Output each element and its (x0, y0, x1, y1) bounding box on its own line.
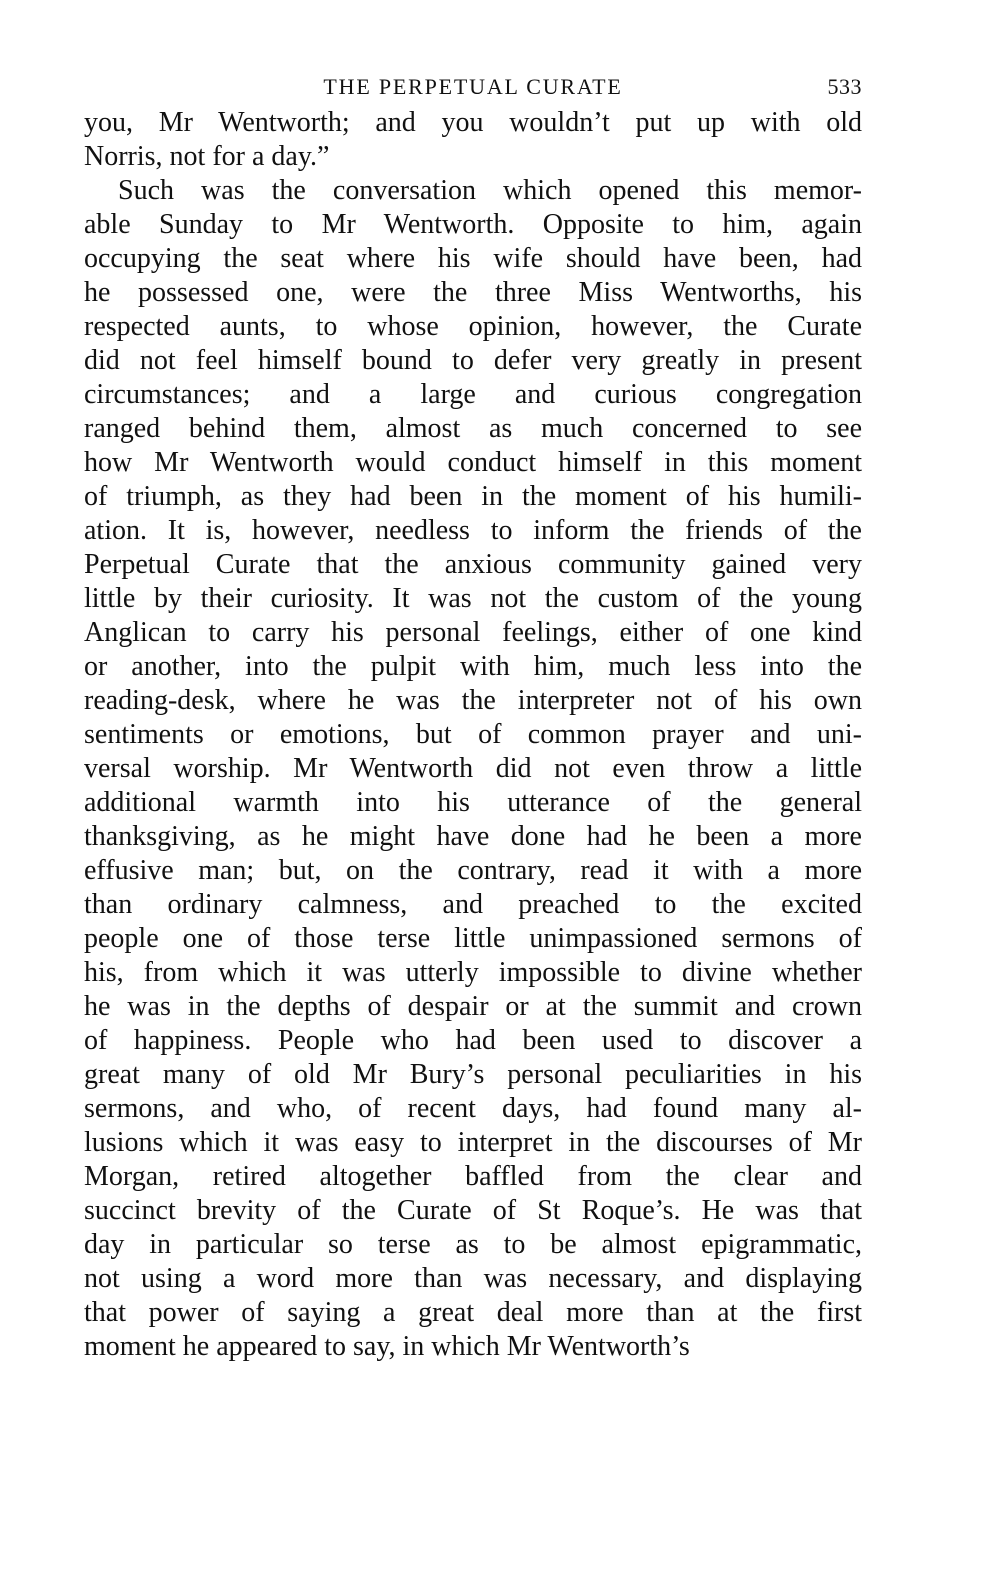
text-line: reading-desk, where he was the interpreter not of his own (84, 685, 862, 716)
page-number: 533 (827, 74, 862, 99)
text-line: day in particular so terse as to be almost epigrammatic, (84, 1229, 862, 1260)
text-line: Anglican to carry his personal feelings, either of one kind (84, 617, 862, 648)
text-line: Morgan, retired altogether baffled from the clear and (84, 1161, 862, 1192)
text-line: versal worship. Mr Wentworth did not even throw a little (84, 753, 862, 784)
text-line: how Mr Wentworth would conduct himself in this moment (84, 447, 862, 478)
running-title: THE PERPETUAL CURATE (323, 74, 623, 99)
text-line: succinct brevity of the Curate of St Roque’s. He was that (84, 1195, 862, 1226)
running-header (84, 66, 862, 106)
text-line: moment he appeared to say, in which Mr Wentworth’s (84, 1331, 690, 1362)
text-line: or another, into the pulpit with him, much less into the (84, 651, 862, 682)
text-line: he was in the depths of despair or at the summit and crown (84, 991, 862, 1022)
text-line: additional warmth into his utterance of the general (84, 787, 862, 818)
text-line: able Sunday to Mr Wentworth. Opposite to him, again (84, 209, 862, 240)
text-line: sermons, and who, of recent days, had found many al- (84, 1093, 862, 1124)
text-line: he possessed one, were the three Miss Wentworths, his (84, 277, 862, 308)
text-line: great many of old Mr Bury’s personal peculiarities in his (84, 1059, 862, 1090)
text-line: that power of saying a great deal more than at the first (84, 1297, 862, 1328)
text-line: you, Mr Wentworth; and you wouldn’t put up with old (84, 107, 862, 138)
text-line: of happiness. People who had been used to discover a (84, 1025, 862, 1056)
text-line: thanksgiving, as he might have done had he been a more (84, 821, 862, 852)
text-line: ation. It is, however, needless to inform the friends of the (84, 515, 862, 546)
text-line: ranged behind them, almost as much concerned to see (84, 413, 862, 444)
text-line: sentiments or emotions, but of common prayer and uni- (84, 719, 862, 750)
text-line: circumstances; and a large and curious congregation (84, 379, 862, 410)
text-line: respected aunts, to whose opinion, however, the Curate (84, 311, 862, 342)
text-line: of triumph, as they had been in the moment of his humili- (84, 481, 862, 512)
text-line: Norris, not for a day.” (84, 141, 330, 172)
text-line: occupying the seat where his wife should have been, had (84, 243, 862, 274)
text-line: lusions which it was easy to interpret in the discourses of Mr (84, 1127, 862, 1158)
text-line: people one of those terse little unimpassioned sermons of (84, 923, 862, 954)
text-line: Such was the conversation which opened this memor- (118, 175, 862, 206)
text-line: not using a word more than was necessary, and displaying (84, 1263, 862, 1294)
text-line: effusive man; but, on the contrary, read it with a more (84, 855, 862, 886)
text-line: little by their curiosity. It was not the custom of the young (84, 583, 862, 614)
body-text (84, 106, 862, 1364)
text-line: did not feel himself bound to defer very greatly in present (84, 345, 862, 376)
text-line: Perpetual Curate that the anxious community gained very (84, 549, 862, 580)
text-line: than ordinary calmness, and preached to the excited (84, 889, 862, 920)
text-line: his, from which it was utterly impossible to divine whether (84, 957, 862, 988)
book-page (84, 66, 862, 1364)
